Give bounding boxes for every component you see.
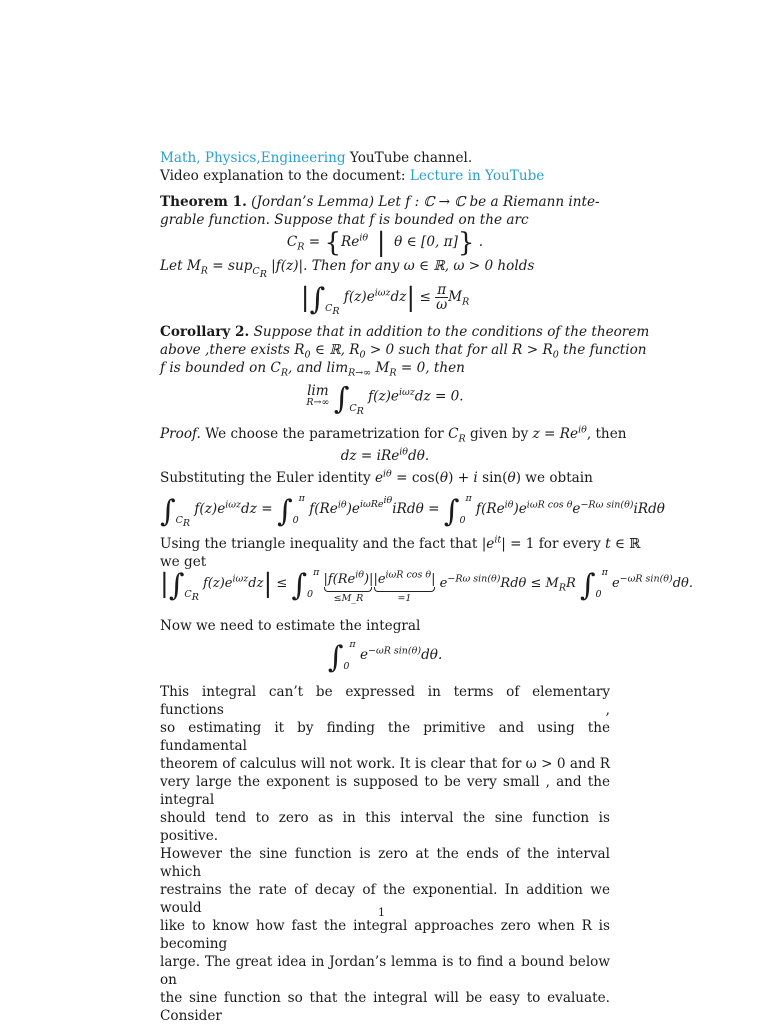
video-line: [160, 167, 610, 185]
corollary-label: Corollary 2.: [160, 324, 250, 340]
paragraph-line: like to know how fast the integral approaches zero when R is becoming: [160, 918, 610, 952]
proof-paragraph: [160, 683, 610, 1025]
theorem-line-1: [160, 193, 610, 211]
theorem-text-2: grable function. Suppose that f is bounded on the arc: [160, 212, 529, 228]
proof-line-2: Substituting the Euler identity $e^{i\theta} = \cos(\theta) + i$ sin(θ) we obtain: [160, 468, 593, 486]
theorem-text-1: (Jordan’s Lemma) Let f : ℂ → ℂ be a Riemann inte-: [251, 194, 600, 210]
proof-line-5: Now we need to estimate the integral: [160, 618, 421, 634]
proof-equation-triangle: $|\int_{C_R}$ $f(z)e^{i\omega z}dz| \le \int_0^\pi$ $|f(Re^{i\theta})|$ ≤M_R $|e^{i\omega R cos \theta}|$ =1 $e^{-R\omega sin(\theta)}Rd\theta \le M_RR$ $\int_0^\pi$ $e^{-\omega R sin(\theta)}d\theta$.: [160, 567, 693, 604]
proof-line-1: Proof. We choose the parametrization for $C_R$ given by $z = Re^{i\theta}$, then: [160, 424, 627, 445]
lecture-link[interactable]: Lecture in YouTube: [409, 168, 545, 184]
proof-equation-substitution: $\int_{C_R}$ $f(z)e^{i\omega z}dz = \int_0^\pi$ $f(Re^{i\theta})e^{i\omega Re^{i\theta}}iRd\theta = \int_0^\pi$ $f(Re^{i\theta})e^{i\omega R cos \theta}e^{-R\omega sin(\theta)}iRd\theta$: [160, 493, 665, 529]
corollary-text-3: f is bounded on $C_R$, and $\lim_{R\to\infty} M_R = 0$, then: [160, 360, 465, 379]
paragraph-line: so estimating it by finding the primitive and using the fundamental: [160, 720, 610, 754]
theorem-equation-bound: $|\int_{C_R}$ $f(z)e^{i\omega z}dz|$ ≤ $\frac{\pi}{\omega}$ $M_R$: [300, 282, 470, 317]
proof-line-4: we get: [160, 554, 207, 570]
channel-suffix: YouTube channel.: [345, 150, 473, 166]
paragraph-line: the sine function so that the integral will be easy to evaluate. Consider: [160, 990, 610, 1024]
paragraph-line: theorem of calculus will not work. It is clear that for ω > 0 and R: [160, 756, 610, 772]
channel-link[interactable]: Math, Physics,Engineering: [160, 150, 346, 166]
document-page: [160, 146, 693, 1025]
proof-equation-dz: dz = iRe$^{i\theta}$dθ.: [340, 446, 430, 464]
channel-line: [160, 149, 610, 167]
corollary-text-1: Suppose that in addition to the conditions of the theorem: [253, 324, 650, 340]
theorem-text-3: Let $M_R = sup_{C_R}$ |f(z)|. Then for any ω ∈ ℝ, ω > 0 holds: [160, 258, 535, 280]
paragraph-line: should tend to zero as in this interval the sine function is positive.: [160, 810, 610, 844]
paragraph-line: This integral can’t be expressed in terms of elementary functions ,: [160, 684, 610, 718]
page-number: 1: [378, 906, 385, 919]
paragraph-line: large. The great idea in Jordan’s lemma is to find a bound below on: [160, 954, 610, 988]
paragraph-line: However the sine function is zero at the ends of the interval which: [160, 846, 610, 880]
theorem-equation-arc: $C_R = \{Re^{i\theta}$ | θ ∈ [0, π]} .: [286, 228, 484, 258]
video-prefix: Video explanation to the document:: [160, 168, 410, 184]
paragraph-line: restrains the rate of decay of the exponential. In addition we would: [160, 882, 610, 916]
brace-term-f: $|f(Re^{i\theta})|$ ≤M_R: [323, 569, 374, 604]
proof-label: Proof.: [160, 426, 201, 442]
brace-term-exp: $|e^{i\omega R cos \theta}|$ =1: [373, 569, 436, 604]
corollary-text-2: above ,there exists $R_0$ ∈ ℝ, $R_0 > 0$ such that for all $R > R_0$ the function: [160, 342, 647, 361]
paragraph-line: very large the exponent is supposed to be very small , and the integral: [160, 774, 610, 808]
proof-line-3: Using the triangle inequality and the fact that $|e^{it}| = 1$ for every t ∈ ℝ: [160, 534, 641, 552]
proof-equation-estimate: $\int_0^\pi$ $e^{-\omega R sin(\theta)}d\theta$.: [327, 639, 443, 675]
corollary-equation: lim R→∞ $\int_{C_R}$ $f(z)e^{i\omega z}dz = 0$.: [306, 381, 464, 417]
corollary-line-1: [160, 323, 650, 341]
theorem-label: Theorem 1.: [160, 194, 247, 210]
